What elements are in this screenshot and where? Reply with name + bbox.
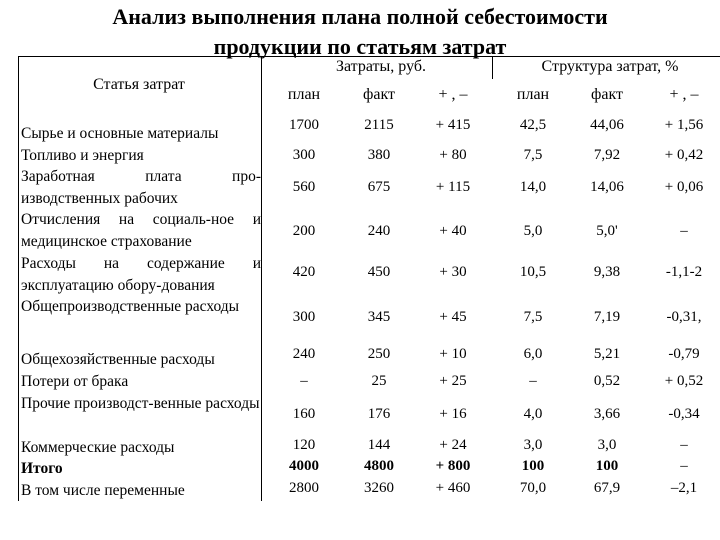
row-article: Потери от брака — [21, 373, 129, 390]
row-article: Заработная плата про-изводственных рабочих — [21, 168, 261, 207]
column-divider — [261, 57, 262, 501]
cell-cost-diff: + 16 — [439, 406, 467, 422]
cell-cost-fact: 4800 — [364, 458, 394, 474]
cell-struct-plan: 4,0 — [523, 406, 543, 422]
header-article: Статья затрат — [93, 76, 185, 93]
cell-cost-diff: + 115 — [435, 179, 471, 195]
row-article: Расходы на содержание и эксплуатацию обору-дования — [21, 255, 261, 294]
cell-cost-fact: 3260 — [364, 480, 394, 496]
cell-struct-diff: – — [680, 458, 688, 474]
cell-struct-diff: –2,1 — [670, 480, 698, 496]
cell-cost-plan: 300 — [292, 309, 316, 325]
cell-struct-fact: 9,38 — [593, 264, 621, 280]
cell-struct-diff: – — [680, 437, 688, 453]
cell-struct-fact: 0,52 — [593, 373, 621, 389]
cell-cost-fact: 240 — [367, 223, 391, 239]
cell-cost-plan: 300 — [292, 147, 316, 163]
row-article: Коммерческие расходы — [21, 439, 175, 456]
cell-cost-plan: 4000 — [289, 458, 319, 474]
cell-cost-fact: 176 — [367, 406, 391, 422]
cell-struct-plan: 70,0 — [519, 480, 547, 496]
header-struct-plan: план — [516, 86, 550, 103]
cell-struct-plan: 14,0 — [519, 179, 547, 195]
cell-cost-diff: + 460 — [435, 480, 471, 496]
cell-struct-plan: – — [529, 373, 537, 389]
cell-cost-plan: 2800 — [289, 480, 319, 496]
row-article: Общепроизводственные расходы — [21, 298, 240, 315]
cell-struct-diff: – — [680, 223, 688, 239]
cell-struct-fact: 7,92 — [593, 147, 621, 163]
cell-struct-plan: 3,0 — [523, 437, 543, 453]
cell-cost-fact: 2115 — [364, 117, 394, 133]
cell-cost-plan: 160 — [292, 406, 316, 422]
title-line-2: продукции по статьям затрат — [213, 34, 507, 59]
header-struct-fact: факт — [590, 86, 624, 103]
cell-struct-fact: 100 — [595, 458, 619, 474]
row-article: Итого — [21, 460, 63, 477]
cell-struct-fact: 14,06 — [590, 179, 624, 195]
cell-cost-fact: 144 — [367, 437, 391, 453]
row-article: Топливо и энергия — [21, 147, 144, 164]
cell-cost-plan: 240 — [292, 346, 316, 362]
cell-cost-diff: + 10 — [439, 346, 467, 362]
page-title — [0, 2, 720, 62]
cell-cost-fact: 450 — [367, 264, 391, 280]
cell-cost-fact: 25 — [371, 373, 387, 389]
cell-cost-fact: 675 — [367, 179, 391, 195]
cell-cost-plan: 560 — [292, 179, 316, 195]
cell-cost-diff: + 800 — [435, 458, 471, 474]
header-structure-group: Структура затрат, % — [541, 58, 679, 75]
cell-struct-plan: 42,5 — [519, 117, 547, 133]
row-article: В том числе переменные — [21, 482, 185, 499]
cell-struct-fact: 5,0' — [596, 223, 618, 239]
title-line-1: Анализ выполнения плана полной себестоимости — [112, 4, 608, 29]
header-cost-plan: план — [287, 86, 321, 103]
cell-cost-diff: + 30 — [439, 264, 467, 280]
cell-struct-diff: -0,31, — [666, 309, 702, 325]
cell-cost-plan: 420 — [292, 264, 316, 280]
cell-struct-diff: -1,1-2 — [665, 264, 703, 280]
header-cost-diff: + , – — [438, 86, 468, 103]
cell-cost-plan: – — [300, 373, 308, 389]
cell-cost-plan: 120 — [292, 437, 316, 453]
row-article: Общехозяйственные расходы — [21, 351, 215, 368]
cell-struct-plan: 100 — [521, 458, 545, 474]
group-divider — [492, 57, 493, 79]
cell-cost-diff: + 25 — [439, 373, 467, 389]
cell-cost-diff: + 80 — [439, 147, 467, 163]
cell-struct-fact: 67,9 — [593, 480, 621, 496]
header-cost-fact: факт — [362, 86, 396, 103]
cell-struct-diff: -0,34 — [668, 406, 700, 422]
cell-cost-fact: 250 — [367, 346, 391, 362]
header-costs-group: Затраты, руб. — [335, 58, 427, 75]
cell-struct-fact: 5,21 — [593, 346, 621, 362]
row-article: Прочие производст-венные расходы — [21, 395, 260, 412]
cell-struct-fact: 7,19 — [593, 309, 621, 325]
cell-struct-plan: 6,0 — [523, 346, 543, 362]
cell-struct-plan: 7,5 — [523, 309, 543, 325]
cell-struct-diff: + 1,56 — [664, 117, 704, 133]
cell-struct-diff: -0,79 — [668, 346, 700, 362]
cell-cost-diff: + 24 — [439, 437, 467, 453]
cell-struct-plan: 5,0 — [523, 223, 543, 239]
cell-cost-diff: + 415 — [435, 117, 471, 133]
cell-cost-plan: 1700 — [289, 117, 319, 133]
cell-struct-fact: 44,06 — [590, 117, 624, 133]
cell-struct-diff: + 0,42 — [664, 147, 704, 163]
header-struct-diff: + , – — [669, 86, 699, 103]
cell-cost-fact: 380 — [367, 147, 391, 163]
cell-struct-diff: + 0,52 — [664, 373, 704, 389]
cost-table — [18, 56, 720, 501]
row-article: Сырье и основные материалы — [21, 125, 219, 142]
cell-struct-fact: 3,0 — [597, 437, 617, 453]
cell-struct-diff: + 0,06 — [664, 179, 704, 195]
cell-struct-fact: 3,66 — [593, 406, 621, 422]
cell-struct-plan: 7,5 — [523, 147, 543, 163]
cell-cost-diff: + 40 — [439, 223, 467, 239]
row-article: Отчисления на социаль-ное и медицинское страхование — [21, 211, 261, 250]
cell-struct-plan: 10,5 — [519, 264, 547, 280]
cell-cost-fact: 345 — [367, 309, 391, 325]
cell-cost-plan: 200 — [292, 223, 316, 239]
cell-cost-diff: + 45 — [439, 309, 467, 325]
